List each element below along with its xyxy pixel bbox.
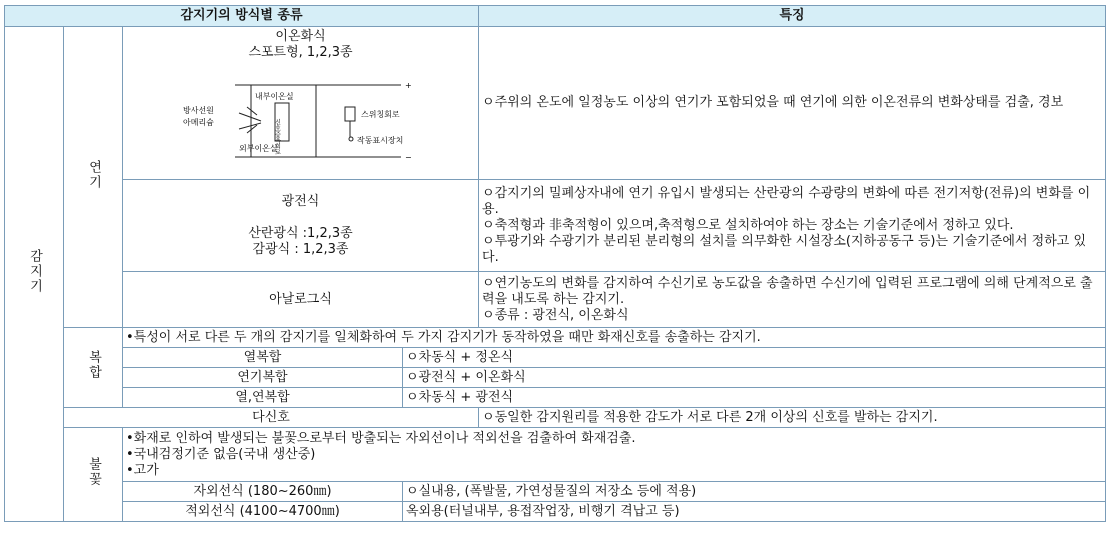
row-photo xyxy=(5,180,1106,272)
category-detector xyxy=(5,27,64,522)
ion-cell xyxy=(123,27,479,180)
analog-features xyxy=(479,272,1106,328)
combo-1-name: 열복합 xyxy=(123,348,403,368)
category-detector-label: 감지기 xyxy=(27,249,42,294)
detector-table xyxy=(4,5,1106,522)
multi-feature: ㅇ동일한 감지원리를 적용한 감도가 서로 다른 2개 이상의 신호를 발하는 감지기. xyxy=(479,408,1106,428)
group-flame xyxy=(64,428,123,522)
photo-feature-1: ㅇ감지기의 밀폐상자내에 연기 유입시 발생되는 산란광의 수광량의 변화에 따른 전기저항(전류)의 변화를 이용. xyxy=(482,185,1091,217)
flame-uv-feature: ㅇ실내용, (폭발물, 가연성물질의 저장소 등에 적용) xyxy=(403,482,1106,502)
multi-name: 다신호 xyxy=(64,408,479,428)
photo-feature-3: ㅇ투광기와 수광기가 분리된 분리형의 설치를 의무화한 시설장소(지하공동구 등)는 기술기준에서 정하고 있다. xyxy=(482,233,1087,265)
diagram-label-outer: 외부이온실 xyxy=(238,144,278,153)
photo-features xyxy=(479,180,1106,272)
analog-feature-2: ㅇ종류 : 광전식, 이온화식 xyxy=(482,307,629,323)
group-smoke-label: 연기 xyxy=(86,159,101,190)
diagram-label-radiation: 방사선원 xyxy=(182,106,214,115)
ion-subtype: 스포트형, 1,2,3종 xyxy=(248,45,353,60)
flame-bullet-3: •고가 xyxy=(126,462,159,478)
flame-ir-feature: 옥외용(터널내부, 용접작업장, 비행기 격납고 등) xyxy=(403,502,1106,522)
photo-scatter: 산란광식 :1,2,3종 xyxy=(248,225,353,241)
row-multi xyxy=(5,408,1106,428)
combo-2-feature: ㅇ광전식 + 이온화식 xyxy=(403,368,1106,388)
flame-bullets xyxy=(123,428,1106,482)
row-combo-1 xyxy=(5,348,1106,368)
flame-bullet-1: •화재로 인하여 발생되는 불꽃으로부터 방출되는 자외선이나 적외선을 검출하여 화재검출. xyxy=(126,430,636,446)
svg-text:−: − xyxy=(404,153,412,162)
photo-name: 광전식 xyxy=(281,193,320,209)
row-flame-uv xyxy=(5,482,1106,502)
group-combo xyxy=(64,328,123,408)
svg-text:+: + xyxy=(404,81,412,90)
photo-dim: 감광식 : 1,2,3종 xyxy=(252,241,349,257)
diagram-label-inner: 내부이온실 xyxy=(254,92,294,101)
diagram-label-circuit: 신호증폭회로 xyxy=(273,119,280,155)
row-combo-2 xyxy=(5,368,1106,388)
diagram-label-switch: 스위칭회로 xyxy=(360,110,400,119)
row-ion xyxy=(5,27,1106,180)
header-feature: 특징 xyxy=(479,6,1106,27)
header-type: 감지기의 방식별 종류 xyxy=(5,6,479,27)
flame-bullet-2: •국내검정기준 없음(국내 생산중) xyxy=(126,446,316,462)
analog-feature-1: ㅇ연기농도의 변화를 감지하여 수신기로 농도값을 송출하면 수신기에 입력된 프로그램에 의해 단계적으로 출력을 내도록 하는 감지기. xyxy=(482,275,1093,307)
group-flame-label: 불꽃 xyxy=(86,457,101,487)
combo-description: •특성이 서로 다른 두 개의 감지기를 일체화하여 두 가지 감지기가 동작하였을 때만 화재신호를 송출하는 감지기. xyxy=(123,328,1106,348)
ion-diagram xyxy=(181,67,421,167)
combo-1-feature: ㅇ차동식 + 정온식 xyxy=(403,348,1106,368)
row-analog xyxy=(5,272,1106,328)
row-flame-desc xyxy=(5,428,1106,482)
flame-ir-name: 적외선식 (4100~4700㎚) xyxy=(123,502,403,522)
row-combo-desc xyxy=(5,328,1106,348)
combo-2-name: 연기복합 xyxy=(123,368,403,388)
row-combo-3 xyxy=(5,388,1106,408)
combo-3-feature: ㅇ차동식 + 광전식 xyxy=(403,388,1106,408)
row-flame-ir xyxy=(5,502,1106,522)
ion-feature: ㅇ주위의 온도에 일정농도 이상의 연기가 포함되었을 때 연기에 의한 이온전류의 변화상태를 검출, 경보 xyxy=(479,27,1106,180)
flame-uv-name: 자외선식 (180~260㎚) xyxy=(123,482,403,502)
ion-name: 이온화식 xyxy=(275,29,326,44)
group-combo-label: 복합 xyxy=(86,350,101,380)
header-row xyxy=(5,6,1106,27)
diagram-label-indicator: 작동표시장치 xyxy=(356,136,403,145)
photo-feature-2: ㅇ축적형과 非축적형이 있으며,축적형으로 설치하여야 하는 장소는 기술기준에서 정하고 있다. xyxy=(482,217,1014,233)
combo-3-name: 열,연복합 xyxy=(123,388,403,408)
diagram-label-americium: 아메리슘 xyxy=(182,118,214,127)
analog-name: 아날로그식 xyxy=(123,272,479,328)
photo-cell xyxy=(123,180,479,272)
group-smoke xyxy=(64,27,123,328)
